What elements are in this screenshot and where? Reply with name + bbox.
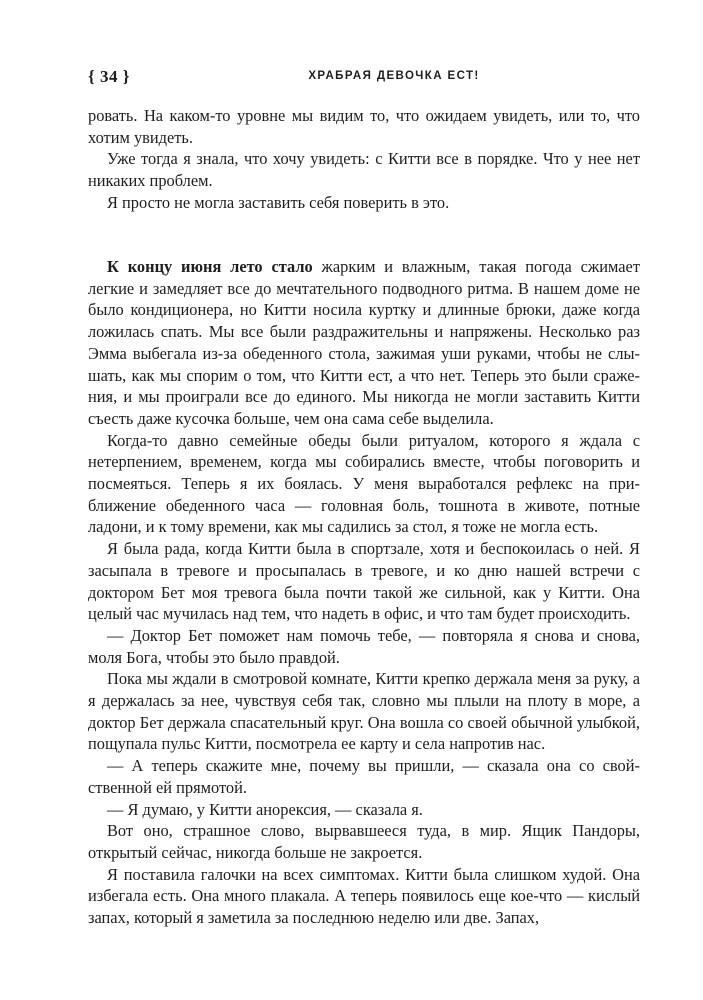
paragraph: ровать. На каком-то уровне мы видим то, что ожидаем увидеть, или то, что хотим увидеть.: [88, 106, 640, 147]
running-title: ХРАБРАЯ ДЕВОЧКА ЕСТ!: [308, 70, 480, 82]
paragraph: — Доктор Бет поможет нам помочь тебе, — повторяла я снова и снова, моля Бога, чтобы это было правдой.: [88, 625, 640, 667]
paragraph: — А теперь скажите мне, почему вы пришли, — сказала она со свойственной ей прямотой.: [88, 756, 640, 797]
paragraph-lead: [88, 256, 640, 430]
paragraph: Вот оно, страшное слово, вырвавшееся туда, в мир. Ящик Пандоры, открытый сейчас, никогда больше не закроется.: [88, 821, 640, 862]
lead-in-bold: К концу июня лето стало: [107, 257, 313, 276]
paragraph: — Я думаю, у Китти анорексия, — сказала я.: [107, 799, 423, 819]
text-block-top: [88, 105, 640, 214]
paragraph: Когда-то давно семейные обеды были ритуалом, которого я ждала с нетерпением, временем, когда мы собирались вместе, чтобы поговорить и посмеяться. Теперь я их боялась. У меня выработался рефлекс на приближение обеденного часа — головная боль, тошнота в животе, потные ладони, и к тому времени, как мы садились за стол, я тоже не могла есть.: [88, 430, 640, 537]
paragraph: Я поставила галочки на всех симптомах. Китти была слишком худой. Она избегала есть. Она много плакала. А теперь появилось еще кое-что — кислый запах, который я заметила за последнюю неделю или две. Запах,: [88, 864, 640, 928]
page-number: { 34 }: [88, 67, 130, 86]
text-block-main: [88, 256, 640, 929]
paragraph: Уже тогда я знала, что хочу увидеть: с Китти все в порядке. Что у нее нет никаких проблем.: [88, 149, 640, 191]
paragraph: Пока мы ждали в смотровой комнате, Китти крепко держала меня за руку, а я держалась за нее, чувствуя себя так, словно мы плыли на плоту в море, а доктор Бет держала спасательный круг. Она вошла со своей обычной улыбкой, пощупала пульс Китти, посмотрела ее карту и села напротив нас.: [88, 669, 640, 754]
lead-paragraph-text: жарким и влажным, такая погода сжимает легкие и замедляет все до мечтательного подводного ритма. В нашем доме не было кондиционера, но Китти носила куртку и длинные брюки, даже когда ложилась спать. Мы все были раздражительны и напряжены. Несколько раз Эмма выбегала из-за обеденного стола, зажимая уши руками, чтобы не слышать, как мы спорим о том, что Китти ест, а что нет. Теперь это были сражения, и мы проиграли все до единого. Мы никогда не могли заставить Китти съесть даже кусочка больше, чем она сама себе выделила.: [88, 257, 640, 428]
paragraph: Я была рада, когда Китти была в спортзале, хотя и беспокоилась о ней. Я засыпала в тревоге и просыпалась в тревоге, и ко дню нашей встречи с доктором Бет моя тревога была почти такой же сильной, как у Китти. Она целый час мучилась над тем, что надеть в офис, и что там будет происходить.: [88, 539, 640, 624]
page-header: [88, 67, 640, 91]
paragraph: Я просто не могла заставить себя поверить в это.: [107, 192, 450, 212]
